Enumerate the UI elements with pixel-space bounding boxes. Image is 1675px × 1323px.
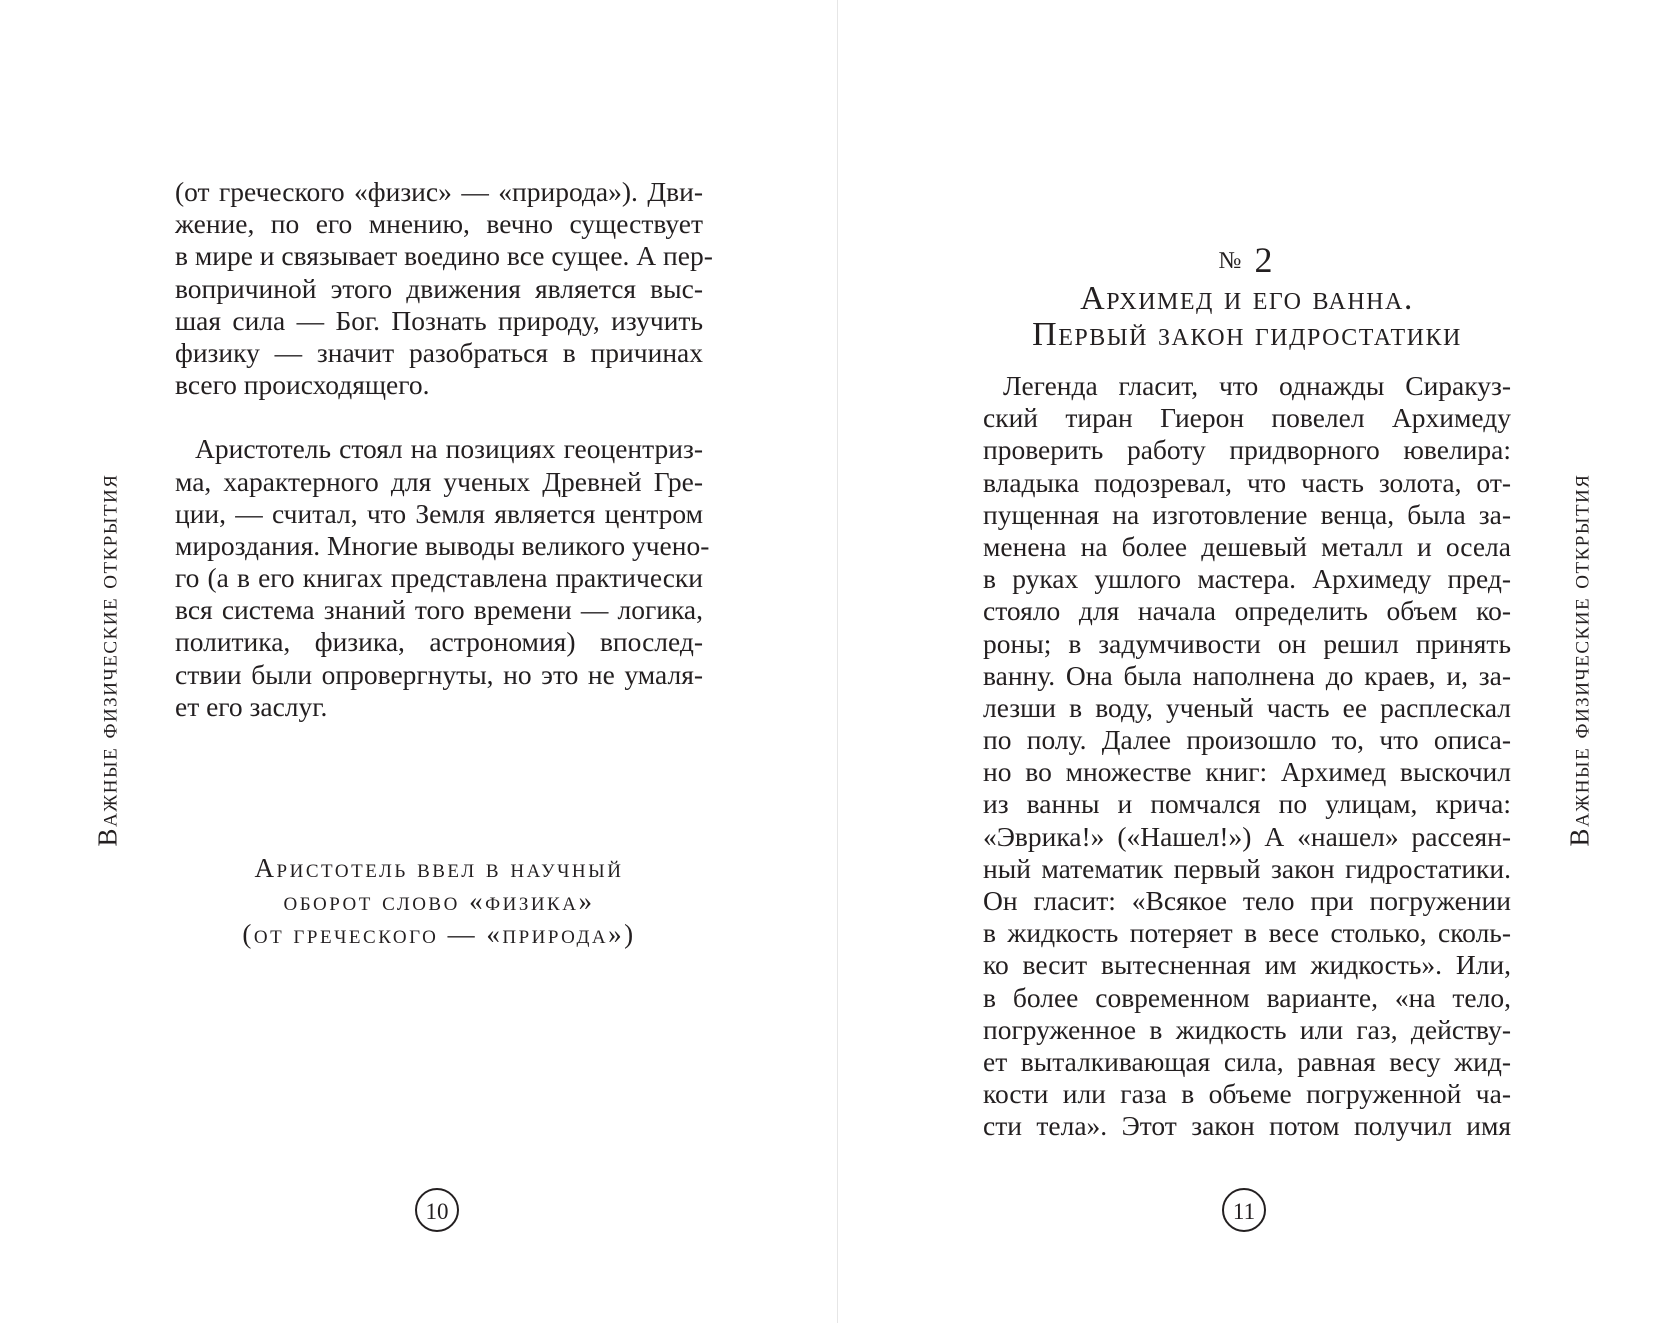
text-line: физику — значит разобраться в причинах [175,336,703,368]
chapter-heading [983,240,1511,353]
left-body-text [175,176,713,723]
pull-quote-line: оборот слово «физика» [283,886,595,916]
text-line: по полу. Далее произошло то, что описа- [983,724,1511,756]
text-line: лезши в воду, ученый часть ее расплескал [983,691,1511,723]
numero-sign: № [1218,248,1245,274]
text-line: ко весит вытесненная им жидкость». Или, [983,949,1511,981]
text-line: ет выталкивающая сила, равная весу жид- [983,1045,1511,1077]
running-head-right: Важные физические открытия [1564,473,1595,847]
text-line: ствии были опровергнуты, но это не умаля- [175,658,703,690]
text-line: владыка подозревал, что часть золота, от- [983,466,1511,498]
page-number-left: 10 [415,1188,459,1232]
text-line: погруженное в жидкость или газ, действу- [983,1013,1511,1045]
text-line: ма, характерного для ученых Древней Гре- [175,465,703,497]
text-line: шая сила — Бог. Познать природу, изучить [175,304,703,336]
text-line: политика, физика, астрономия) впослед- [175,626,703,658]
text-line: сти тела». Этот закон потом получил имя [983,1110,1511,1142]
text-line: но во множестве книг: Архимед выскочил [983,756,1511,788]
text-line: вопричиной этого движения является выс- [175,272,703,304]
text-line: менена на более дешевый металл и осела [983,530,1511,562]
chapter-number [983,240,1511,281]
text-line: Легенда гласит, что однажды Сиракуз- [1003,370,1511,401]
text-line: ный математик первый закон гидростатики. [983,852,1511,884]
pull-quote-line: (от греческого — «природа») [242,919,636,949]
text-line: го (а в его книгах представлена практически [175,562,703,594]
left-page [0,0,837,1323]
text-line: проверить работу придворного ювелира: [983,434,1511,466]
text-line: ции, — считал, что Земля является центром [175,497,703,529]
text-line: Аристотель стоял на позициях геоцентриз- [195,433,703,465]
pull-quote-line: Аристотель ввел в научный [254,853,624,883]
pull-quote [175,852,703,951]
text-line: жение, по его мнению, вечно существует [175,208,703,240]
text-line: из ванны и помчался по улицам, крича: [983,788,1511,820]
text-line: кости или газа в объеме погруженной ча- [983,1078,1511,1110]
text-line: мироздания. Многие выводы великого учено- [175,529,710,561]
chapter-title-line: Первый закон гидростатики [1032,316,1462,353]
text-line: в жидкость потеряет в весе столько, сколь- [983,917,1511,949]
page-number-right: 11 [1222,1188,1266,1232]
text-line: вся система знаний того времени — логика, [175,594,703,626]
text-line: в руках ушлого мастера. Архимеду пред- [983,563,1511,595]
text-line: всего происходящего. [175,369,430,401]
text-line: роны; в задумчивости он решил принять [983,627,1511,659]
paragraph-2 [175,433,710,723]
right-body-text [983,370,1511,1143]
text-line: Он гласит: «Всякое тело при погружении [983,885,1511,916]
text-line: ет его заслуг. [175,690,328,722]
text-line: (от греческого «физис» — «природа»). Дви- [175,176,703,207]
running-head-left: Важные физические открытия [92,473,123,847]
text-line: в мире и связывает воедино все сущее. А пер- [175,240,713,272]
text-line: «Эврика!» («Нашел!») А «нашел» рассеян- [983,820,1511,852]
paragraph-gap [175,401,703,433]
paragraph-1 [175,176,713,401]
chapter-number-value: 2 [1254,240,1276,280]
text-line: стояло для начала определить объем ко- [983,595,1511,627]
text-line: пущенная на изготовление венца, была за- [983,498,1511,530]
text-line: ванну. Она была наполнена до краев, и, за- [983,659,1511,691]
chapter-title-line: Архимед и его ванна. [1080,280,1414,317]
text-line: в более современном варианте, «на тело, [983,981,1511,1013]
text-line: ский тиран Гиерон повелел Архимеду [983,402,1511,434]
